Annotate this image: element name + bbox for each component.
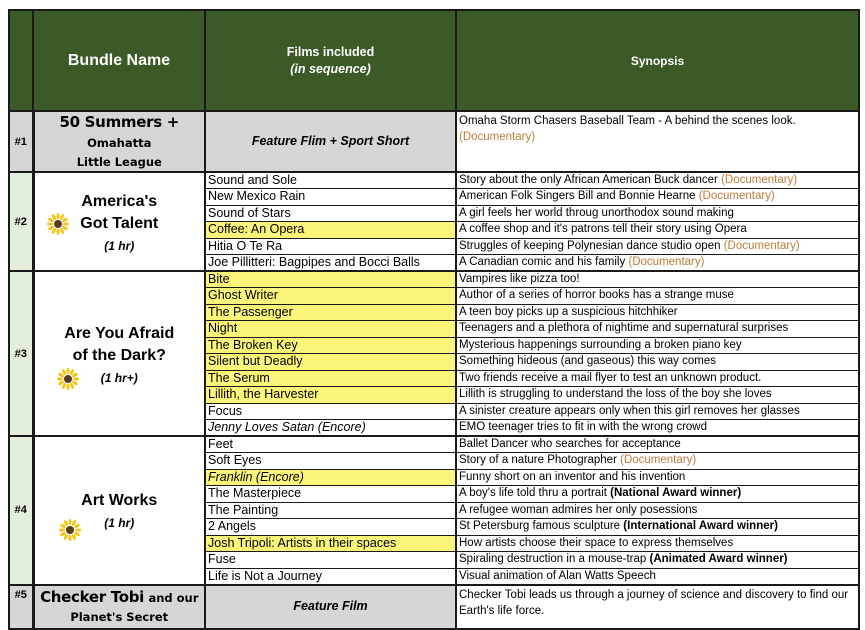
- synopsis-cell: [456, 469, 859, 486]
- synopsis-cell: [456, 271, 859, 288]
- bundle-duration: (1 hr): [104, 238, 135, 253]
- bundle-title-sub: Omahatta: [87, 136, 152, 150]
- film-title: Coffee: An Opera: [205, 222, 456, 239]
- film-title: Silent but Deadly: [205, 354, 456, 371]
- synopsis-text: Author of a series of horror books has a strange muse: [459, 289, 734, 302]
- film-title: The Painting: [205, 502, 456, 519]
- documentary-tag: (Documentary): [723, 239, 800, 252]
- synopsis-cell: [456, 420, 859, 437]
- film-title: Jenny Loves Satan (Encore): [205, 420, 456, 437]
- film-title: The Serum: [205, 370, 456, 387]
- bundle-table: [8, 9, 860, 630]
- documentary-tag: (Documentary): [721, 174, 798, 186]
- award-tag: (Animated Award winner): [649, 553, 788, 566]
- synopsis-text: Something hideous (and gaseous) this way comes: [459, 355, 716, 368]
- synopsis-text: Spiraling destruction in a mouse-trap: [459, 553, 647, 566]
- bundle-name: [33, 436, 205, 585]
- synopsis-cell: [456, 486, 859, 503]
- header-synopsis: Synopsis: [456, 10, 859, 111]
- synopsis-cell: [456, 205, 859, 222]
- synopsis-text: Checker Tobi leads us through a journey of science and discovery to find our Earth's life force.: [459, 588, 849, 617]
- synopsis-cell: [456, 552, 859, 569]
- synopsis-text: A boy's life told thru a portrait: [459, 487, 607, 500]
- bundle-title-sub: and our: [148, 591, 199, 605]
- header-bundle-name: Bundle Name: [33, 10, 205, 111]
- film-title: Feet: [205, 436, 456, 453]
- film-title: Sound and Sole: [205, 172, 456, 189]
- synopsis-cell: [456, 519, 859, 536]
- synopsis-cell: [456, 222, 859, 239]
- header-films-label: Films included: [286, 44, 375, 59]
- synopsis-cell: [456, 370, 859, 387]
- film-title: Soft Eyes: [205, 453, 456, 470]
- film-title: New Mexico Rain: [205, 189, 456, 206]
- synopsis-cell: [456, 585, 859, 629]
- film-row: [9, 271, 859, 288]
- synopsis-text: Funny short on an inventor and his invention: [459, 470, 686, 483]
- synopsis-cell: [456, 453, 859, 470]
- bundle-title-line2: Little League: [76, 155, 162, 169]
- bundle-number: #2: [9, 172, 33, 271]
- sunflower-icon: [47, 213, 69, 235]
- synopsis-text: Teenagers and a plethora of nightime and supernatural surprises: [459, 322, 789, 335]
- bundle-title-line1: Are You Afraid: [64, 324, 175, 342]
- synopsis-text: Mysterious happenings surrounding a broken piano key: [459, 338, 742, 351]
- bundle-title-main: Checker Tobi: [40, 588, 145, 606]
- synopsis-cell: [456, 288, 859, 305]
- bundle-name: [33, 111, 205, 172]
- bundle-row: [9, 585, 859, 629]
- header-films-sub: (in sequence): [290, 61, 371, 76]
- bundle-name: [33, 585, 205, 629]
- bundle-number: #1: [9, 111, 33, 172]
- synopsis-cell: [456, 568, 859, 585]
- documentary-tag: (Documentary): [459, 131, 536, 143]
- bundle-duration: (1 hr): [104, 516, 135, 531]
- bundle-number: #3: [9, 271, 33, 436]
- film-title: Fuse: [205, 552, 456, 569]
- film-title: The Masterpiece: [205, 486, 456, 503]
- synopsis-text: A refugee woman admires her only posessions: [459, 503, 698, 516]
- synopsis-text: St Petersburg famous sculpture: [459, 520, 621, 533]
- header-row: [9, 10, 859, 111]
- bundle-title-line1: America's: [81, 192, 158, 210]
- film-row: [9, 436, 859, 453]
- synopsis-text: Vampires like pizza too!: [459, 273, 580, 285]
- documentary-tag: (Documentary): [628, 256, 705, 268]
- film-title: Sound of Stars: [205, 205, 456, 222]
- film-title: The Broken Key: [205, 337, 456, 354]
- synopsis-text: A teen boy picks up a suspicious hitchhiker: [459, 305, 678, 318]
- film-title: 2 Angels: [205, 519, 456, 536]
- synopsis-text: Ballet Dancer who searches for acceptance: [459, 438, 681, 450]
- synopsis-cell: [456, 189, 859, 206]
- synopsis-text: A coffee shop and it's patrons tell their story using Opera: [459, 223, 747, 236]
- film-title: Ghost Writer: [205, 288, 456, 305]
- bundle-duration: (1 hr+): [100, 370, 138, 385]
- header-films-included: [205, 10, 456, 111]
- bundle-name: [33, 271, 205, 436]
- synopsis-text: Story of a nature Photographer: [459, 454, 617, 467]
- synopsis-cell: [456, 535, 859, 552]
- synopsis-text: EMO teenager tries to fit in with the wrong crowd: [459, 421, 707, 433]
- documentary-tag: (Documentary): [698, 190, 775, 203]
- film-title: Franklin (Encore): [205, 469, 456, 486]
- synopsis-text: A Canadian comic and his family: [459, 256, 626, 268]
- film-title: Hitia O Te Ra: [205, 238, 456, 255]
- film-title: Night: [205, 321, 456, 338]
- synopsis-cell: [456, 172, 859, 189]
- film-row: [9, 172, 859, 189]
- synopsis-text: Lillith is struggling to understand the loss of the boy she loves: [459, 388, 772, 401]
- synopsis-cell: [456, 387, 859, 404]
- bundle-title-line1: Art Works: [81, 492, 158, 510]
- bundle-number: #4: [9, 436, 33, 585]
- films-summary: Feature Flim + Sport Short: [205, 111, 456, 172]
- synopsis-cell: [456, 337, 859, 354]
- award-tag: (National Award winner): [610, 487, 742, 500]
- synopsis-text: Story about the only African American Buck dancer: [459, 174, 718, 186]
- film-title: Focus: [205, 403, 456, 420]
- bundle-title-line2: Got Talent: [80, 214, 159, 232]
- synopsis-text: Struggles of keeping Polynesian dance studio open: [459, 239, 721, 252]
- award-tag: (International Award winner): [623, 520, 778, 533]
- synopsis-text: Omaha Storm Chasers Baseball Team - A behind the scenes look.: [459, 115, 796, 127]
- film-title: The Passenger: [205, 304, 456, 321]
- synopsis-cell: [456, 321, 859, 338]
- synopsis-cell: [456, 354, 859, 371]
- film-title: Joe Pillitteri: Bagpipes and Bocci Balls: [205, 255, 456, 272]
- synopsis-text: Two friends receive a mail flyer to test an unknown product.: [459, 371, 762, 384]
- bundle-title-main: 50 Summers +: [59, 113, 180, 131]
- synopsis-text: A girl feels her world throug unorthodox sound making: [459, 206, 734, 219]
- header-number: [9, 10, 33, 111]
- bundle-title-line1: [35, 112, 205, 153]
- film-title: Bite: [205, 271, 456, 288]
- synopsis-text: American Folk Singers Bill and Bonnie Hearne: [459, 190, 696, 203]
- synopsis-cell: [456, 238, 859, 255]
- sunflower-icon: [59, 519, 81, 541]
- bundle-number: #5: [9, 585, 33, 629]
- bundle-row: [9, 111, 859, 172]
- bundle-name: [33, 172, 205, 271]
- bundle-title-line1: [35, 587, 205, 608]
- films-summary: Feature Film: [205, 585, 456, 629]
- documentary-tag: (Documentary): [620, 454, 697, 467]
- film-title: Lillith, the Harvester: [205, 387, 456, 404]
- synopsis-text: Visual animation of Alan Watts Speech: [459, 569, 656, 582]
- bundle-title-line2: Planet's Secret: [70, 610, 169, 624]
- sunflower-icon: [57, 368, 79, 390]
- synopsis-cell: [456, 403, 859, 420]
- synopsis-text: A sinister creature appears only when this girl removes her glasses: [459, 404, 800, 417]
- film-title: Josh Tripoli: Artists in their spaces: [205, 535, 456, 552]
- synopsis-cell: [456, 304, 859, 321]
- bundle-title-line2: of the Dark?: [72, 346, 166, 364]
- synopsis-cell: [456, 111, 859, 172]
- synopsis-cell: [456, 436, 859, 453]
- synopsis-text: How artists choose their space to express themselves: [459, 536, 734, 549]
- synopsis-cell: [456, 255, 859, 272]
- film-title: Life is Not a Journey: [205, 568, 456, 585]
- synopsis-cell: [456, 502, 859, 519]
